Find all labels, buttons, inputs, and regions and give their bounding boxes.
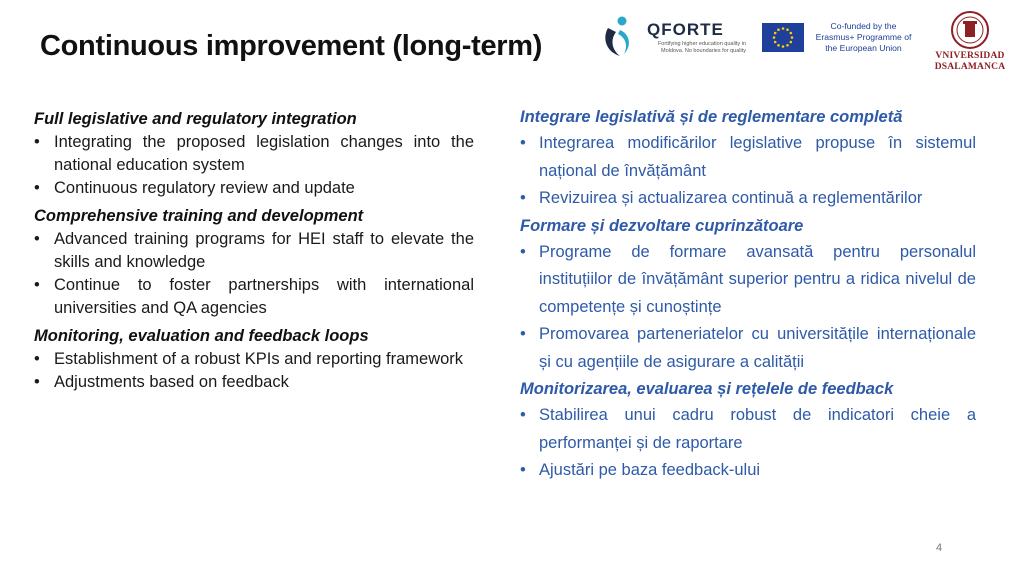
- bullet-icon: •: [34, 179, 40, 197]
- list-item-text: Integrating the proposed legislation changes into the national education system: [54, 133, 474, 174]
- bullet-icon: •: [520, 461, 526, 479]
- bullet-icon: •: [520, 134, 526, 152]
- qforte-emblem-icon: [600, 14, 640, 60]
- section-heading: Monitoring, evaluation and feedback loops: [34, 327, 369, 345]
- list-item-text: Adjustments based on feedback: [54, 373, 289, 391]
- slide-title: Continuous improvement (long-term): [40, 30, 543, 62]
- usal-name-line1: VNIVERSIDAD: [935, 51, 1005, 61]
- bullet-icon: •: [34, 276, 40, 294]
- bullet-icon: •: [34, 350, 40, 368]
- list-item-text: Revizuirea și actualizarea continuă a reglementărilor: [539, 189, 923, 207]
- list-item-text: Continuous regulatory review and update: [54, 179, 355, 197]
- eu-cofunded-text: Co-funded by the Erasmus+ Programme of the European Union: [815, 21, 912, 53]
- usal-name-line2: DSALAMANCA: [934, 62, 1006, 72]
- list-item: [34, 131, 474, 177]
- usal-logo: [930, 10, 1010, 76]
- section-heading: Full legislative and regulatory integration: [34, 110, 357, 128]
- bullet-icon: •: [520, 189, 526, 207]
- bullet-icon: •: [520, 325, 526, 343]
- list-item-text: Stabilirea unui cadru robust de indicatori cheie a performanței și de raportare: [539, 406, 976, 452]
- section-heading: Monitorizarea, evaluarea și rețelele de feedback: [520, 380, 894, 398]
- list-item: [34, 177, 474, 200]
- list-item: [34, 228, 474, 274]
- qforte-logo: [600, 14, 750, 60]
- list-item: [520, 402, 976, 457]
- page-number: 4: [936, 542, 943, 554]
- list-item: [520, 130, 976, 185]
- bullet-list: [520, 239, 976, 377]
- list-item: [34, 371, 474, 394]
- list-item-text: Advanced training programs for HEI staff to elevate the skills and knowledge: [54, 230, 474, 271]
- list-item: [34, 274, 474, 320]
- eu-cofunded-logo: [762, 18, 912, 58]
- section-heading: Formare și dezvoltare cuprinzătoare: [520, 216, 804, 235]
- english-column: [34, 108, 474, 394]
- list-item-text: Ajustări pe baza feedback-ului: [539, 461, 761, 479]
- bullet-icon: •: [34, 373, 40, 391]
- section-heading: Comprehensive training and development: [34, 207, 364, 225]
- bullet-list: [34, 348, 474, 394]
- list-item-text: Integrarea modificărilor legislative propuse în sistemul național de învățământ: [539, 134, 976, 180]
- bullet-list: [34, 228, 474, 320]
- list-item: [520, 457, 976, 485]
- eu-flag-icon: [762, 23, 804, 52]
- bullet-list: [520, 402, 976, 485]
- bullet-icon: •: [34, 230, 40, 248]
- list-item: [34, 348, 474, 371]
- section-heading: Integrare legislativă și de reglementare completă: [520, 108, 903, 126]
- romanian-column: [520, 104, 976, 485]
- list-item-text: Continue to foster partnerships with international universities and QA agencies: [54, 276, 474, 317]
- bullet-icon: •: [520, 242, 526, 261]
- list-item-text: Programe de formare avansată pentru personalul instituțiilor de învățământ superior pentru a ridica nivelul de competențe și cunoștințe: [539, 242, 976, 316]
- bullet-icon: •: [520, 406, 526, 424]
- bullet-list: [520, 130, 976, 213]
- bullet-list: [34, 131, 474, 200]
- usal-seal-icon: [950, 10, 990, 50]
- list-item-text: Establishment of a robust KPIs and reporting framework: [54, 350, 464, 368]
- qforte-name: QFORTE: [647, 20, 724, 39]
- list-item: [520, 321, 976, 376]
- qforte-tagline: Fortifying higher education quality in Moldova. No boundaries for quality: [657, 41, 746, 54]
- list-item: [520, 185, 976, 213]
- list-item: [520, 239, 976, 322]
- list-item-text: Promovarea parteneriatelor cu universitățile internaționale și cu agențiile de asigurare a calității: [539, 325, 976, 371]
- bullet-icon: •: [34, 133, 40, 151]
